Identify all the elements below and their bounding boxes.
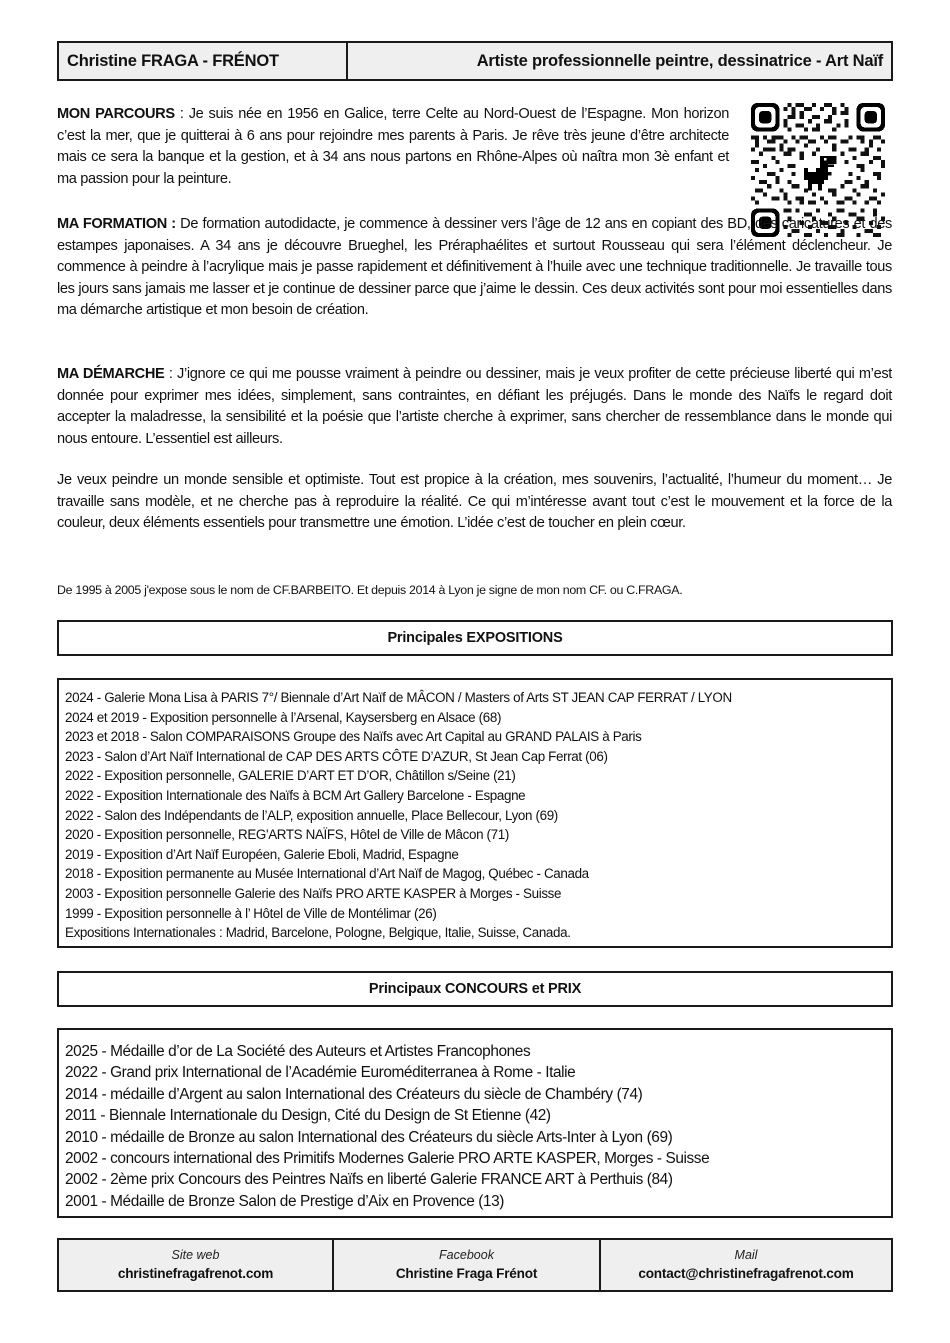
page-header [57,41,893,81]
exposition-item: 2023 - Salon d’Art Naïf International de CAP DES ARTS CÔTE D’AZUR, St Jean Cap Ferrat (06) [65,748,608,764]
exposition-item: 2018 - Exposition permanente au Musée International d’Art Naïf de Magog, Québec - Canada [65,866,589,882]
prix-item: 2001 - Médaille de Bronze Salon de Prestige d’Aix en Provence (13) [65,1192,505,1210]
parcours-paragraph [57,104,729,190]
prix-item: 2014 - médaille d’Argent au salon International des Créateurs du siècle de Chambéry (74) [65,1085,643,1103]
mail-link[interactable]: contact@christinefragafrenot.com [638,1266,854,1281]
exposition-item: 2020 - Exposition personnelle, REG'ARTS NAÏFS, Hôtel de Ville de Mâcon (71) [65,827,509,843]
formation-paragraph [57,214,892,322]
artist-name: Christine FRAGA - FRÉNOT [59,43,348,79]
facebook-cell [334,1240,601,1290]
mail-cell [601,1240,891,1290]
signature-note: De 1995 à 2005 j'expose sous le nom de CF.BARBEITO. Et depuis 2014 à Lyon je signe de mon nom CF. ou C.FRAGA. [57,583,683,597]
facebook-label: Facebook [439,1248,494,1262]
exposition-item: 2022 - Exposition personnelle, GALERIE D’ART ET D’OR, Châtillon s/Seine (21) [65,768,516,784]
exposition-item: 2022 - Exposition Internationale des Naïfs à BCM Art Gallery Barcelone - Espagne [65,787,526,803]
artist-tagline: Artiste professionnelle peintre, dessinatrice - Art Naïf [476,51,883,70]
prix-item: 2022 - Grand prix International de l’Académie Euroméditerranea à Rome - Italie [65,1064,576,1082]
formation-label: MA FORMATION : [57,216,176,232]
exposition-item: 2024 et 2019 - Exposition personnelle à l’Arsenal, Kaysersberg en Alsace (68) [65,709,502,725]
demarche-paragraph [57,364,892,450]
website-cell [59,1240,334,1290]
exposition-item: Expositions Internationales : Madrid, Barcelone, Pologne, Belgique, Italie, Suisse, Canada. [65,925,571,941]
parcours-label: MON PARCOURS [57,106,175,122]
mail-label: Mail [734,1248,758,1262]
prix-item: 2010 - médaille de Bronze au salon International des Créateurs du siècle Arts-Inter à Lyon (69) [65,1128,673,1146]
facebook-link[interactable]: Christine Fraga Frénot [395,1266,538,1281]
formation-text: De formation autodidacte, je commence à dessiner vers l’âge de 12 ans en copiant des BD, des caricatures et des estampes japonaises. A 34 ans je découvre Brueghel, les Préraphaélites et surtout Rousseau qui sera l’élément déclencheur. Je commence à peindre à l’acrylique mais je passe rapidement et définitivement à l’huile avec une technique traditionnelle. Je travaille tous les jours sans jamais me lasser et je continue de dessiner parce que j’aime le dessin. Ces deux activités sont pour moi essentielles dans ma démarche artistique et mon besoin de création. [57,216,892,318]
prix-item: 2002 - concours international des Primitifs Modernes Galerie PRO ARTE KASPER, Morges - Suisse [65,1150,710,1168]
expositions-list [57,678,893,948]
prix-item: 2011 - Biennale Internationale du Design, Cité du Design de St Etienne (42) [65,1107,551,1125]
demarche-label: MA DÉMARCHE [57,366,165,382]
prix-item: 2025 - Médaille d’or de La Société des Auteurs et Artistes Francophones [65,1043,531,1060]
exposition-item: 2022 - Salon des Indépendants de l’ALP, exposition annuelle, Place Bellecour, Lyon (69) [65,807,558,823]
website-link[interactable]: christinefragafrenot.com [117,1266,274,1281]
contact-footer [57,1238,893,1292]
website-label: Site web [171,1248,220,1262]
exposition-item: 2024 - Galerie Mona Lisa à PARIS 7°/ Biennale d’Art Naïf de MÂCON / Masters of Arts ST JEAN CAP FERRAT / LYON [65,690,732,705]
exposition-item: 2003 - Exposition personnelle Galerie des Naïfs PRO ARTE KASPER à Morges - Suisse [65,885,562,901]
prix-title: Principaux CONCOURS et PRIX [57,971,893,1007]
demarche-text: : J’ignore ce qui me pousse vraiment à peindre ou dessiner, mais je veux profiter de cette précieuse liberté qui m’est donnée pour exprimer mes idées, simplement, sans contraintes, en défiant les préjugés. Dans le monde des Naïfs le regard doit accepter la maladresse, la sensibilité et la poésie que l’artiste cherche à exprimer, sans chercher de ressemblance dans le monde qui nous entoure. L’essentiel est ailleurs. [57,366,892,447]
parcours-text: : Je suis née en 1956 en Galice, terre Celte au Nord-Ouest de l’Espagne. Mon horizon c’est la mer, que je quitterai à 6 ans pour rejoindre mes parents à Paris. Je rêve très jeune d’être architecte mais ce sera la banque et la gestion, et à 34 ans nous partons en Rhône-Alpes où naîtra mon 3è enfant et ma passion pour la peinture. [57,106,729,187]
vision-paragraph: Je veux peindre un monde sensible et optimiste. Tout est propice à la création, mes souvenirs, l’actualité, l’humeur du moment… Je travaille sans modèle, et ne cherche pas à reproduire la réalité. Ce qui m’intéresse avant tout c’est le mouvement et la force de la couleur, deux éléments essentiels pour transmettre une émotion. L’idée c’est de toucher en plein cœur. [57,472,892,531]
expositions-title: Principales EXPOSITIONS [57,620,893,656]
exposition-item: 2019 - Exposition d’Art Naïf Européen, Galerie Eboli, Madrid, Espagne [65,846,459,862]
exposition-item: 2023 et 2018 - Salon COMPARAISONS Groupe des Naïfs avec Art Capital au GRAND PALAIS à Paris [65,729,642,745]
prix-list [57,1028,893,1218]
prix-item: 2002 - 2ème prix Concours des Peintres Naïfs en liberté Galerie FRANCE ART à Perthuis (84) [65,1171,673,1189]
exposition-item: 1999 - Exposition personnelle à l’ Hôtel de Ville de Montélimar (26) [65,905,437,921]
